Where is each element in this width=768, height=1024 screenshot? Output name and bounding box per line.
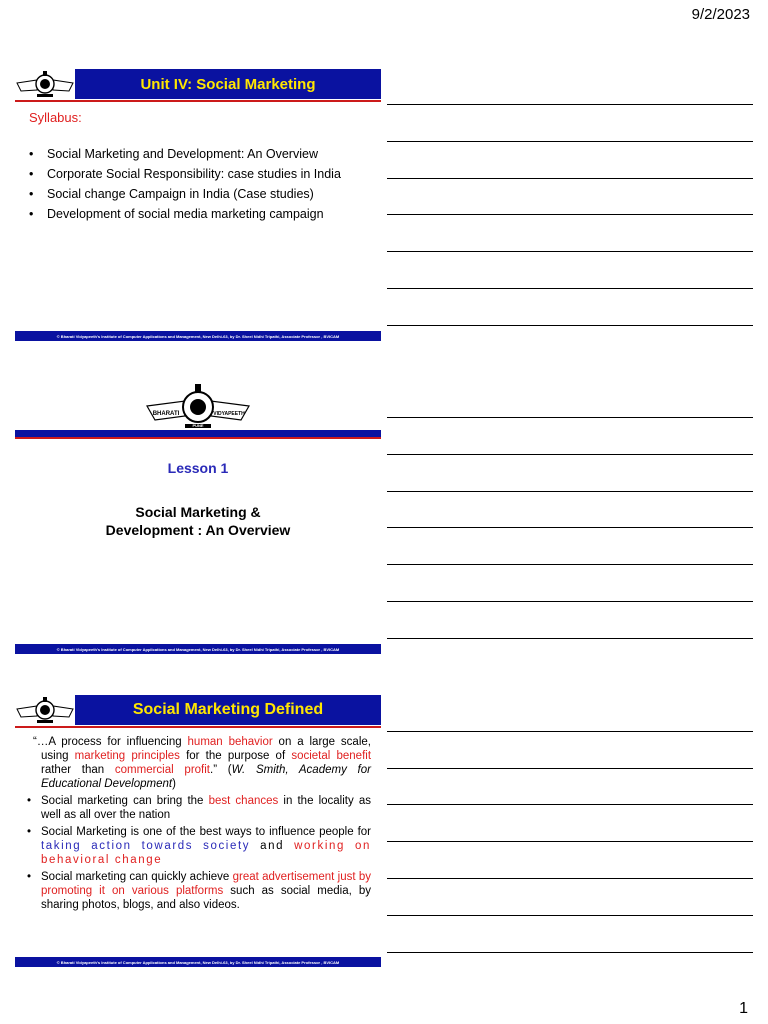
- notes-line: [387, 141, 753, 142]
- syllabus-label: Syllabus:: [29, 110, 82, 125]
- notes-line: [387, 768, 753, 769]
- highlight-text: great advertisement just by promoting it on various platforms: [41, 871, 371, 897]
- quote-text: rather than: [41, 764, 115, 776]
- list-item: • Corporate Social Responsibility: case studies in India: [27, 167, 377, 182]
- highlight-text: societal benefit: [291, 750, 372, 762]
- highlight-text: working on behavioral change: [41, 840, 371, 866]
- notes-line: [387, 915, 753, 916]
- point-text: Social Marketing is one of the best ways to influence people for: [41, 826, 371, 838]
- slide-title: Social Marketing Defined: [75, 695, 381, 725]
- highlight-text: commercial profit: [114, 764, 210, 776]
- slide-1: [15, 69, 381, 341]
- logo-city: PUNE: [192, 423, 204, 428]
- notes-line: [387, 804, 753, 805]
- notes-line: [387, 952, 753, 953]
- notes-line: [387, 288, 753, 289]
- subtitle-line: Social Marketing &: [135, 504, 261, 520]
- quote-text: for the purpose of: [179, 750, 292, 762]
- quote-text: ): [172, 778, 176, 790]
- bullet-point: [33, 870, 371, 912]
- notes-line: [387, 104, 753, 105]
- notes-line: [387, 638, 753, 639]
- notes-line: [387, 601, 753, 602]
- notes-line: [387, 841, 753, 842]
- notes-line: [387, 878, 753, 879]
- notes-line: [387, 214, 753, 215]
- bullet-point: [33, 794, 371, 822]
- lesson-label: Lesson 1: [167, 460, 229, 476]
- print-date: 9/2/2023: [691, 6, 750, 23]
- title-underline: [15, 726, 381, 728]
- quote-text: .” (: [210, 764, 232, 776]
- lesson-subtitle: [15, 503, 381, 539]
- point-text: Social marketing can quickly achieve: [41, 871, 233, 883]
- point-text: such as social media, by sharing photos, blogs, and also videos.: [41, 885, 371, 911]
- notes-line: [387, 731, 753, 732]
- slide-2: [15, 382, 381, 654]
- slide-3: [15, 695, 381, 967]
- header-underline: [15, 437, 381, 439]
- logo-right-word: VIDYAPEETH: [213, 411, 245, 417]
- quote-text: “…A process for influencing: [33, 736, 188, 748]
- point-text: Social marketing can bring the: [41, 795, 209, 807]
- list-item: • Social Marketing and Development: An Overview: [27, 147, 377, 162]
- highlight-text: taking action towards society: [41, 840, 251, 852]
- quote-text: on a large scale, using: [41, 736, 371, 762]
- notes-line: [387, 251, 753, 252]
- bullet-point: [33, 825, 371, 867]
- notes-line: [387, 491, 753, 492]
- point-text: and: [250, 840, 295, 852]
- list-item: • Development of social media marketing campaign: [27, 207, 377, 222]
- notes-line: [387, 325, 753, 326]
- highlight-text: marketing principles: [74, 750, 180, 762]
- page-number: 1: [739, 1000, 748, 1017]
- highlight-text: human behavior: [187, 736, 273, 748]
- notes-line: [387, 454, 753, 455]
- slide-footer: © Bharati Vidyapeeth's Institute of Computer Applications and Management, New Delhi-63, by Dr. Sheel Nidhi Tripathi, Associate Professor , BVICAM: [15, 331, 381, 341]
- notes-line: [387, 564, 753, 565]
- slide-footer: © Bharati Vidyapeeth's Institute of Computer Applications and Management, New Delhi-63, by Dr. Sheel Nidhi Tripathi, Associate Professor , BVICAM: [15, 644, 381, 654]
- bharati-vidyapeeth-logo-icon: [15, 69, 75, 103]
- highlight-text: best chances: [208, 795, 279, 807]
- slide-footer: © Bharati Vidyapeeth's Institute of Computer Applications and Management, New Delhi-63, by Dr. Sheel Nidhi Tripathi, Associate Professor , BVICAM: [15, 957, 381, 967]
- point-text: in the locality as well as all over the nation: [41, 795, 372, 821]
- title-underline: [15, 100, 381, 102]
- header-bar: [15, 430, 381, 437]
- bharati-vidyapeeth-logo-icon: [15, 695, 75, 729]
- notes-line: [387, 417, 753, 418]
- notes-line: [387, 178, 753, 179]
- syllabus-list: [27, 147, 377, 227]
- citation: W. Smith, Academy for Educational Development: [41, 764, 371, 790]
- list-item: • Social change Campaign in India (Case studies): [27, 187, 377, 202]
- slide-body: [33, 735, 371, 915]
- notes-line: [387, 527, 753, 528]
- definition-quote: [33, 735, 371, 791]
- bharati-vidyapeeth-logo-icon: [145, 382, 251, 430]
- logo-left-word: BHARATI: [152, 411, 180, 417]
- subtitle-line: Development : An Overview: [105, 522, 291, 538]
- slide-title: Unit IV: Social Marketing: [75, 69, 381, 99]
